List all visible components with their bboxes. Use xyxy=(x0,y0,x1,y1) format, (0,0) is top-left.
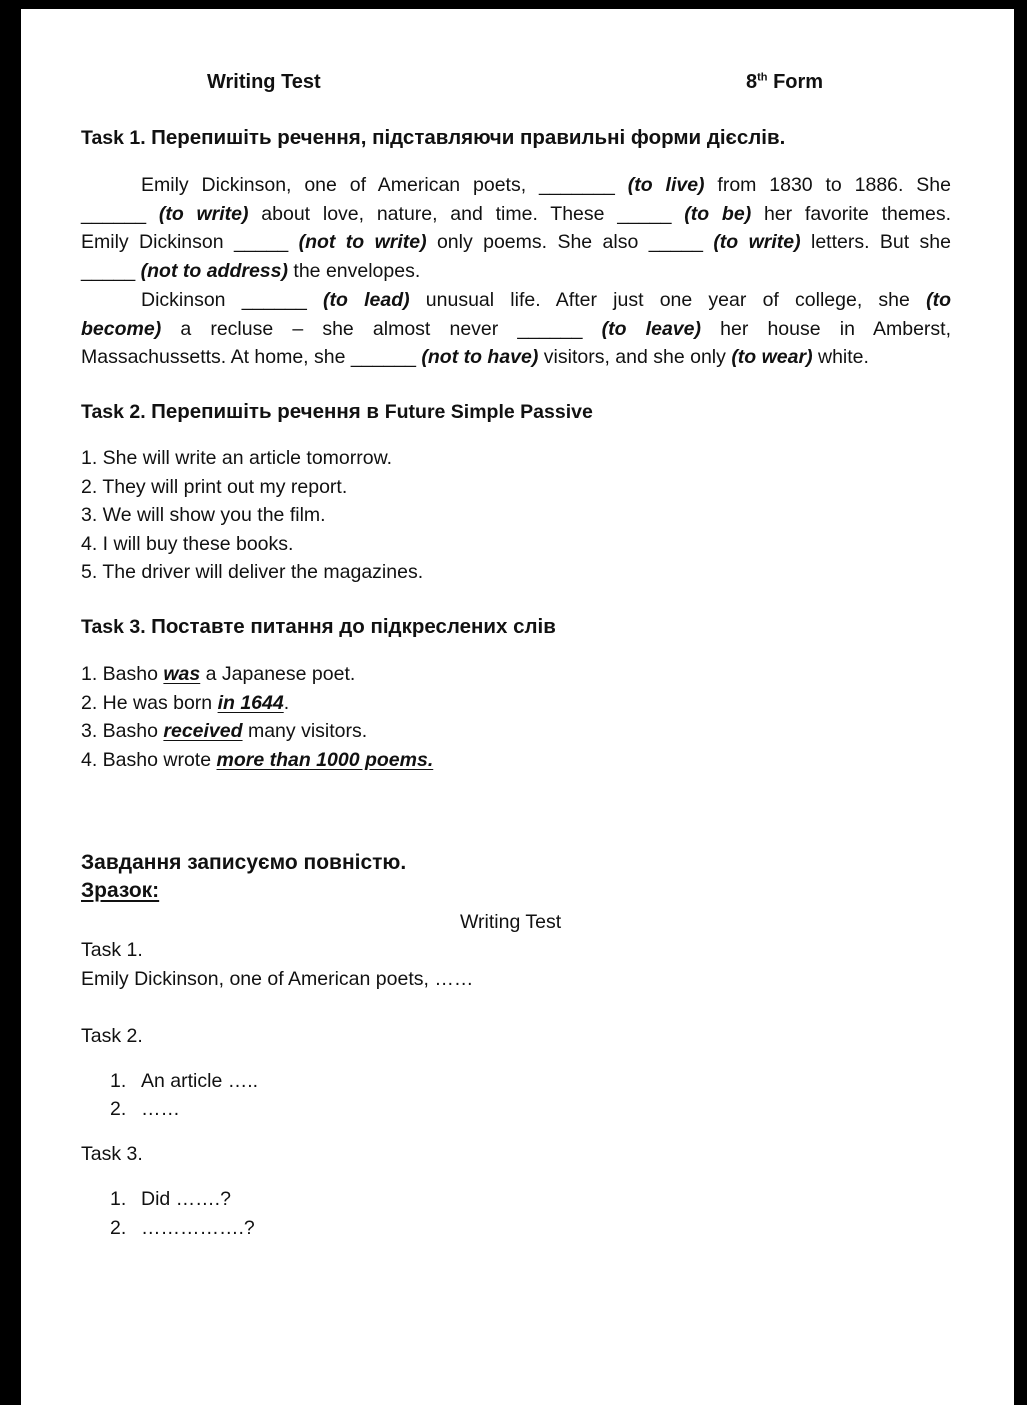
sample-task2-item-2: …… xyxy=(141,1098,180,1120)
list-item: 4. Basho wrote more than 1000 poems. xyxy=(81,748,434,771)
p1-line-1: Emily Dickinson, one of American poets, _______ (to live) from 1830 to 1886. She xyxy=(141,174,951,196)
task3-heading: Task 3. Поставте питання до підкреслених слів xyxy=(81,615,556,638)
sample-task2-item-2-num: 2. xyxy=(110,1098,127,1120)
list-item: 4. I will buy these books. xyxy=(81,532,294,555)
list-item: 3. We will show you the film. xyxy=(81,504,326,526)
list-item: 1. She will write an article tomorrow. xyxy=(81,447,393,469)
list-item: 1. Basho was a Japanese poet. xyxy=(81,663,356,685)
sample-note: Завдання записуємо повністю. xyxy=(81,851,407,874)
task3-list xyxy=(81,660,433,774)
sample-task1-label: Task 1. xyxy=(81,939,143,961)
task1-paragraph-2 xyxy=(81,286,951,372)
task1-paragraph-1 xyxy=(81,171,951,285)
p2-line-3: Massachussetts. At home, she ______ (not to have) visitors, and she only (to wear) white. xyxy=(81,346,869,368)
sample-task2-label: Task 2. xyxy=(81,1025,143,1047)
sample-task3-item-1-num: 1. xyxy=(110,1188,127,1210)
p1-line-4: _____ (not to address) the envelopes. xyxy=(81,259,421,282)
sample-title: Writing Test xyxy=(460,911,562,933)
document-page xyxy=(21,9,1014,1405)
form-label: 8th Form xyxy=(746,71,824,93)
sample-task3-item-2-num: 2. xyxy=(110,1217,127,1239)
list-item: 2. He was born in 1644. xyxy=(81,691,290,714)
p1-line-2: ______ (to write) about love, nature, and time. These _____ (to be) her favorite themes. xyxy=(81,202,951,225)
sample-task2-item-1-num: 1. xyxy=(110,1070,127,1092)
p2-line-2: become) a recluse – she almost never ______ (to leave) her house in Amberst, xyxy=(81,317,951,340)
list-item: 5. The driver will deliver the magazines. xyxy=(81,561,424,583)
doc-title: Writing Test xyxy=(207,71,321,93)
sample-label: Зразок: xyxy=(81,879,160,902)
sample-task3-label: Task 3. xyxy=(81,1143,143,1165)
task2-list xyxy=(81,444,423,587)
task1-heading: Task 1. Перепишіть речення, підставляючи правильні форми дієслів. xyxy=(81,126,786,149)
sample-task2-item-1: An article ….. xyxy=(141,1070,259,1092)
task2-heading: Task 2. Перепишіть речення в Future Simple Passive xyxy=(81,400,593,423)
list-item: 2. They will print out my report. xyxy=(81,475,348,498)
sample-task1-line: Emily Dickinson, one of American poets, …… xyxy=(81,968,474,990)
list-item: 3. Basho received many visitors. xyxy=(81,720,368,742)
p2-line-1: Dickinson ______ (to lead) unusual life. After just one year of college, she (to xyxy=(141,289,951,311)
sample-task3-item-2: …………….? xyxy=(141,1217,255,1239)
sample-task3-item-1: Did …….? xyxy=(141,1188,231,1210)
p1-line-3: Emily Dickinson _____ (not to write) only poems. She also _____ (to write) letters. But she xyxy=(81,231,951,253)
